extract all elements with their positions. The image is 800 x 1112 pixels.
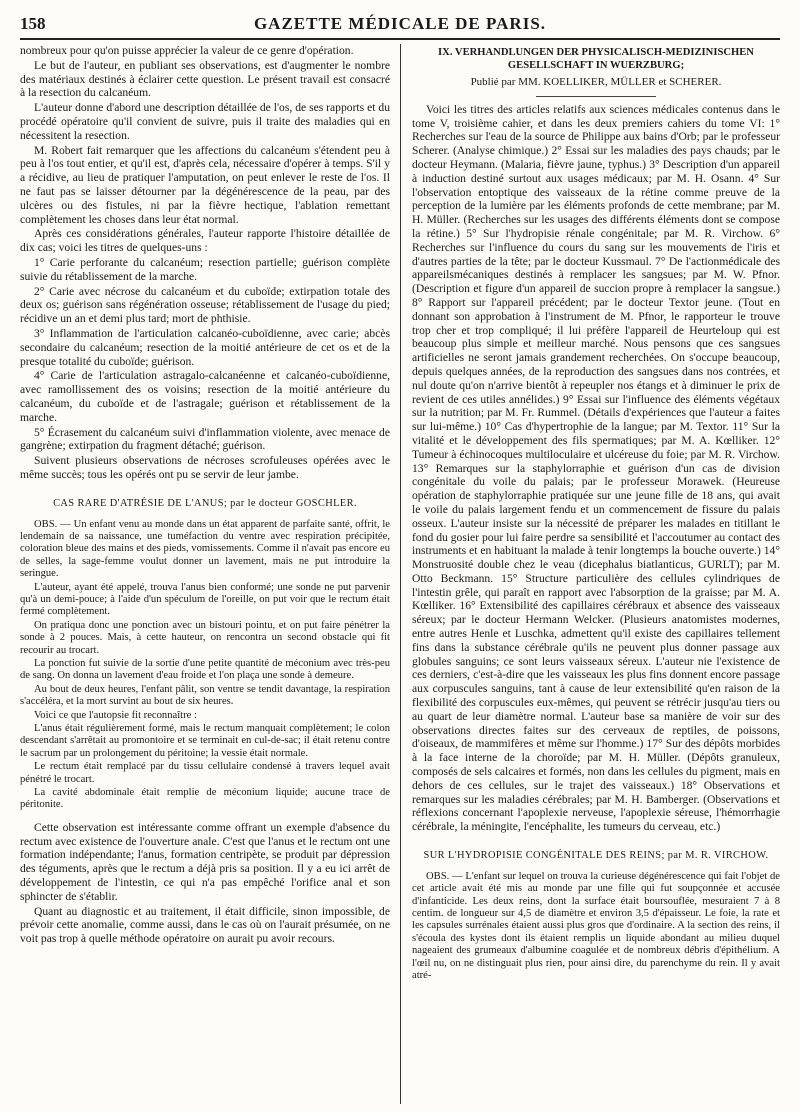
- page-number: 158: [20, 14, 46, 33]
- divider-rule: [536, 96, 656, 97]
- paragraph: L'auteur, ayant été appelé, trouva l'anus bien conformé; une sonde ne put parvenir qu'à un demi-pouce; à l'aide d'un spéculum de l'oreille, on put voir que le rectum était fermé complètement.: [20, 581, 390, 618]
- paragraph: OBS. — L'enfant sur lequel on trouva la curieuse dégénérescence qui fait l'objet de cet article avait été mis au monde par une fille qui fut soupçonnée et accusée d'infanticide. Les deux reins, dont la surface était boursouflée, mesuraient 7 à 8 centim. de longueur sur 4,5 de diamètre et environ 3,5 d'épaisseur. Le foie, la rate et les capsules surrénales étaient aussi plus gros que d'ordinaire. A la section des reins, il s'écoula des kystes dont ils étaient remplis un liquide abondant au milieu duquel nageaient des grumeaux d'albumine coagulée et de nombreux débris d'épithélium. A l'œil nu, on ne distinguait plus rien, pour ainsi dire, du parenchyme du rein. Il y avait atré-: [412, 870, 780, 982]
- running-title: GAZETTE MÉDICALE DE PARIS.: [253, 14, 547, 33]
- paragraph: L'anus était régulièrement formé, mais le rectum manquait complètement; le colon descendant s'arrêtait au promontoire et se terminait en cul-de-sac; il était retenu contre le sacrum par un prolongement du péritoine; la vessie était normale.: [20, 723, 390, 759]
- observation-block: [20, 519, 390, 812]
- list-item: 3° Inflammation de l'articulation calcanéo-cuboïdienne, avec carie; abcès secondaire du calcanéum; resection de la moitié antérieure de cet os et de la presque totalité du cuboïde; guérison.: [20, 326, 390, 368]
- section-title: SUR L'HYDROPISIE CONGÉNITALE DES REINS; par M. R. VIRCHOW.: [423, 850, 769, 862]
- paragraph: La cavité abdominale était remplie de méconium liquide; aucune trace de péritonite.: [20, 787, 390, 811]
- list-item: 2° Carie avec nécrose du calcanéum et du cuboïde; extirpation totale des deux os; guérison sans régénération osseuse; rétablissement de l'usage du pied; récidive un an et demi plus tard; mort de phthisie.: [20, 284, 390, 326]
- paragraph: L'auteur donne d'abord une description détaillée de l'os, de ses rapports et du procédé opératoire qu'il convient de suivre, puis il traite des maladies qui en nécessitent la resection.: [20, 101, 390, 142]
- list-item: 1° Carie perforante du calcanéum; resection partielle; guérison complète suivie du rétablissement de la marche.: [20, 255, 390, 283]
- paragraph: M. Robert fait remarquer que les affections du calcanéum s'étendent peu à peu à l'os tout entier, et qu'il est, d'après cela, nécessaire d'opérer à temps. S'il y a récidive, au lieu de pratiquer l'amputation, on peut enlever le reste de l'os. Il ne faut pas se laisser détourner par la dégénérescence de la peau, par des ulcères ou des fistules, ni par la fièvre hectique, l'ablation remettant complètement les choses dans leur état normal.: [20, 143, 390, 226]
- page-header: [20, 14, 780, 40]
- paragraph: Quant au diagnostic et au traitement, il était difficile, sinon impossible, de prévoir cette anomalie, comme aussi, dans le cas où on l'aurait présumée, on ne voit pas trop à quelle méthode opératoire on aurait pu avoir recours.: [20, 904, 390, 946]
- paragraph: La ponction fut suivie de la sortie d'une petite quantité de méconium avec très-peu de sang. On donna un lavement d'eau froide et l'on plaça une sonde à demeure.: [20, 657, 390, 682]
- right-column: [412, 44, 780, 1104]
- observation-block: [412, 871, 780, 983]
- paragraph: OBS. — Un enfant venu au monde dans un état apparent de parfaite santé, offrit, le lendemain de sa naissance, une tuméfaction du ventre avec respiration précipitée, coloration bleue des mains et des pieds, vomissements. Comme il n'avait pas encore eu de selles, la sage-femme voulut donner un lavement, mais ne put introduire la seringue.: [20, 518, 390, 580]
- paragraph: Le but de l'auteur, en publiant ses observations, est d'augmenter le nombre des matériaux destinés à éclairer cette question. Le présent travail est consacré à la resection du calcanéum.: [20, 58, 390, 100]
- left-column: [20, 44, 390, 1104]
- paragraph: nombreux pour qu'on puisse apprécier la valeur de ce genre d'opération.: [20, 44, 354, 57]
- paragraph: Cette observation est intéressante comme offrant un exemple d'absence du rectum avec existence de l'ouverture anale. C'est que l'anus et le rectum ont une formation indépendante; l'anus, formation centripète, se produit par dépression des téguments, après que le rectum a déjà pris sa position. Il y a eu ici arrêt de développement de l'intestin, ce qui n'a pas empêché l'orifice anal et son sphincter de s'établir.: [20, 820, 390, 903]
- paragraph: Après ces considérations générales, l'auteur rapporte l'histoire détaillée de dix cas; voici les titres de quelques-uns :: [20, 227, 390, 255]
- paragraph: Voici les titres des articles relatifs aux sciences médicales contenus dans le tome V, troisième cahier, et dans les deux premiers cahiers du tome VI: 1° Recherches sur l'eau de la source de Philippe aux bains d'Orb; par le professeur Scherer. (Analyse chimique.) 2° Essai sur les maladies des pays chauds; par le docteur Heymann. (Malaria, fièvre jaune, typhus.) 3° Description d'un appareil à induction destiné surtout aux usages médicaux; par M. H. Osann. 4° Sur l'observation entoptique des vaisseaux de la rétine comme preuve de la perception de la lumière par les éléments profonds de cette membrane; par M. H. Müller. (Recherches sur les usages des différents éléments dont se compose la rétine.) 5° Sur l'hydropisie rénale congénitale; par M. R. Virchow. 6° Recherches sur l'influence du cours du sang sur les mouvements de l'iris et d'autres parties de la tête; par le docteur Kussmaul. 7° De l'actionmédicale des appareilsmécaniques destinés à remplacer les sangsues; par M. W. Pfnor. (Description et figure d'un appareil de succion propre à remplacer la sangsue.) 8° Rapport sur l'appareil précédent; par le docteur Textor jeune. (Tout en donnant son approbation à l'instrument de M. Pfnor, le rapporteur le trouve trop cher et trop compliqué; il lui préfère l'appareil de Heurteloup qui est beaucoup plus simple et meilleur marché. Nous pensons que ces sangsues artificielles ne seront jamais grandement recherchées. On s'occupe beaucoup, depuis quelques années, de la reproduction des sangsues dans nos contrées, et nul doute qu'on n'arrive bientôt à repeupler nos étangs et à diminuer le prix de revient de ces utiles annélides.) 9° Essai sur l'influence des éléments végétaux sur la nutrition; par M. Fr. Rummel. (Détails d'expériences que l'auteur a faites sur lui-même.) 10° Cas d'hypertrophie de la langue; par M. Textor. 11° Sur la vitalité et le développement des fils spermatiques; par M. A. Kœlliker. 12° Tumeur à échinocoques multiloculaire et ulcéreuse du foie; par M. R. Virchow. 13° Remarques sur la staphylorraphie et guérison d'un cas de division congénitale du voile du palais; par le professeur Morawek. (Heureuse opération de staphylorraphie pratiquée sur une jeune fille de 18 ans, qui avait le voile du palais largement fendu et un commencement de fissure du palais osseux. L'auteur insiste sur la nécessité de préparer les malades en titillant le fond du gosier pour lui faire perdre sa sensibilité et l'accoutumer au contact des instruments et en habituant la malade à tenir longtemps la bouche ouverte.) 14° Monstruosité double chez le veau (dicephalus biatlanticus, GURLT); par M. Otto Beckmann. 15° Structure particulière des cellules cylindriques de l'intestin grêle, qui paraît en rapport avec l'absorption de la graisse; par M. A. Kœlliker. 16° Extensibilité des capillaires cérébraux et absence des vaisseaux séreux; par le docteur Hermann Welcker. (Plusieurs anatomistes modernes, entre autres Henle et Luschka, admettent qu'il existe des capillaires tellement fins dans la substance cérébrale qu'ils ne peuvent plus donner passage aux globules sanguins; ce sont leurs vaisseaux séreux. L'auteur nie l'existence de ces derniers, c'est-à-dire que les vaisseaux les plus fins donnent encore passage aux corpuscules sanguins, tant à cause de leur extensibilité qu'en raison de la flexibilité des corpuscules eux-mêmes, qui peuvent se rétrécir jusqu'au tiers ou au quart de leur diamètre normal. L'auteur base sa manière de voir sur des observations directes faites sur des cerveaux de reptiles, de poissons, d'oiseaux, de mammifères et même sur l'homme.) 17° Sur des dépôts morbides à la face interne de la choroïde; par M. H. Müller. (Dépôts granuleux, composés de sels calcaires et formés, non dans les cellules du pigment, mais en dehors de ces cellules, sur le trajet des vaisseaux.) 18° Observations et remarques sur les maladies cérébrales; par M. H. Bamberger. (Observations et réflexions concernant l'apoplexie nerveuse, l'apoplexie séreuse, l'hémorrhagie cérébrale, la méningite, l'encéphalite, les tumeurs du cerveau, etc.): [412, 102, 780, 834]
- publisher-line: Publié par MM. KOELLIKER, MÜLLER et SCHERER.: [470, 76, 722, 88]
- paragraph: Voici ce que l'autopsie fit reconnaître :: [34, 709, 197, 721]
- section-title: IX. VERHANDLUNGEN DER PHYSICALISCH-MEDIZINISCHEN GESELLSCHAFT IN WUERZBURG;: [438, 47, 754, 71]
- list-item: 5° Écrasement du calcanéum suivi d'inflammation violente, avec menace de gangrène; extirpation du fragment détaché; guérison.: [20, 425, 390, 453]
- paragraph: Le rectum était remplacé par du tissu cellulaire condensé à travers lequel avait pénétré le trocart.: [20, 761, 390, 785]
- paragraph: On pratiqua donc une ponction avec un bistouri pointu, et on put faire pénétrer la sonde à 2 pouces. Mais, à cette hauteur, on rencontra un second obstacle qui fit recourir au trocart.: [20, 619, 390, 656]
- paragraph: Suivent plusieurs observations de nécroses scrofuleuses opérées avec le même succès; tous les opérés ont pu se servir de leur jambe.: [20, 454, 390, 481]
- section-title: CAS RARE D'ATRÉSIE DE L'ANUS; par le docteur GOSCHLER.: [53, 497, 357, 509]
- paragraph: Au bout de deux heures, l'enfant pâlit, son ventre se tendit davantage, la respiration s'accéléra, et la mort survint au bout de six heures.: [20, 683, 390, 708]
- list-item: 4° Carie de l'articulation astragalo-calcanéenne et calcanéo-cuboïdienne, avec ramollissement des os voisins; resection de la moitié antérieure du calcanéum, du cuboïde et de l'astragale; guérison et rétablissement de la marche.: [20, 369, 390, 424]
- column-divider: [400, 44, 401, 1104]
